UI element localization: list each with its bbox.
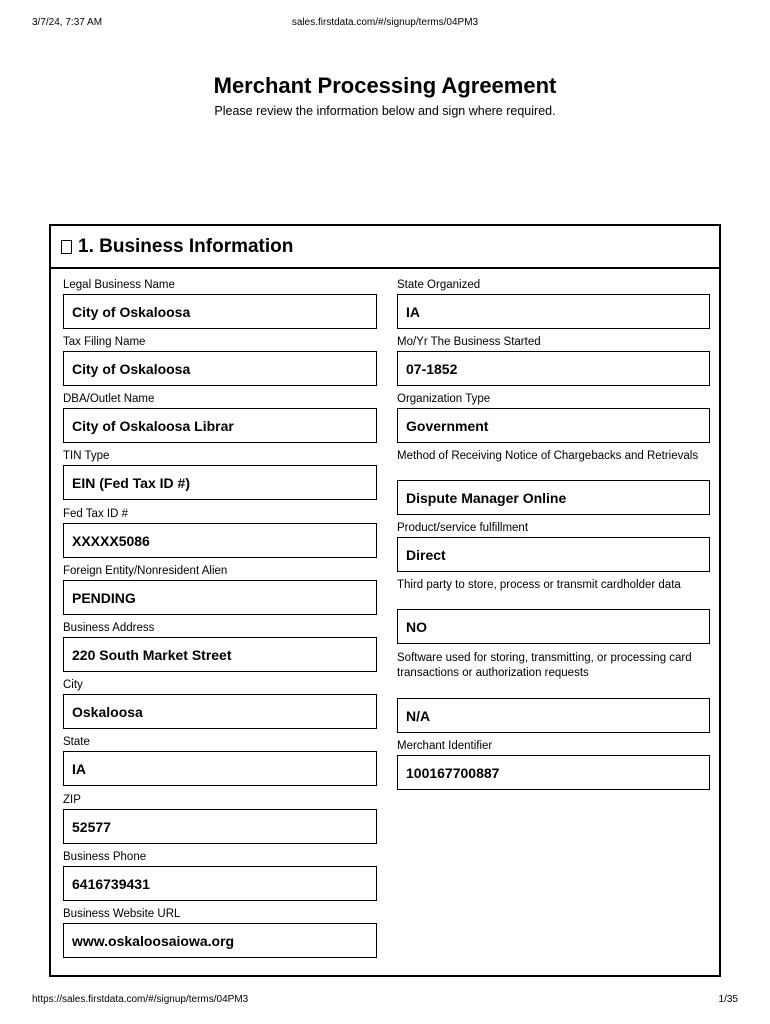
footer-url: https://sales.firstdata.com/#/signup/terms/04PM3 <box>32 994 249 1005</box>
field-foreign-entity <box>63 564 377 616</box>
business-website-value: www.oskaloosaiowa.org <box>63 923 377 958</box>
field-label: State Organized <box>397 279 481 291</box>
field-third-party-cardholder-data <box>397 578 710 645</box>
field-label: Legal Business Name <box>63 279 175 291</box>
page-title: Merchant Processing Agreement <box>213 73 557 98</box>
tin-type-value: EIN (Fed Tax ID #) <box>63 465 377 500</box>
field-label: State <box>63 736 90 748</box>
field-label: Method of Receiving Notice of Chargebacks and Retrievals <box>397 450 699 462</box>
checkbox-icon <box>61 240 72 254</box>
field-chargeback-notice-method <box>397 449 710 516</box>
section-title: 1. Business Information <box>78 235 294 257</box>
business-phone-value: 6416739431 <box>63 866 377 901</box>
field-label: Software used for storing, transmitting, or processing card transactions or authorization requests <box>397 652 692 679</box>
field-state <box>63 735 377 787</box>
field-label: Mo/Yr The Business Started <box>397 336 541 348</box>
field-fed-tax-id <box>63 507 377 559</box>
field-city <box>63 678 377 730</box>
print-url: sales.firstdata.com/#/signup/terms/04PM3 <box>291 17 479 28</box>
field-label: Business Address <box>63 622 155 634</box>
field-label: Business Website URL <box>63 908 181 920</box>
chargeback-notice-method-value: Dispute Manager Online <box>397 480 710 515</box>
field-label: Fed Tax ID # <box>63 508 128 520</box>
section-header <box>51 226 719 269</box>
print-date: 3/7/24, 7:37 AM <box>32 17 103 28</box>
business-address-value: 220 South Market Street <box>63 637 377 672</box>
field-business-address <box>63 621 377 673</box>
field-label: City <box>63 679 83 691</box>
fed-tax-id-value: XXXXX5086 <box>63 523 377 558</box>
business-information-section <box>49 224 721 977</box>
field-label: ZIP <box>63 794 81 806</box>
field-label: Merchant Identifier <box>397 740 493 752</box>
tax-filing-name-value: City of Oskaloosa <box>63 351 377 386</box>
field-tax-filing-name <box>63 335 377 387</box>
city-value: Oskaloosa <box>63 694 377 729</box>
legal-business-name-value: City of Oskaloosa <box>63 294 377 329</box>
field-zip <box>63 793 377 845</box>
field-tin-type <box>63 449 377 501</box>
field-label: Product/service fulfillment <box>397 522 529 534</box>
business-started-value: 07-1852 <box>397 351 710 386</box>
state-value: IA <box>63 751 377 786</box>
third-party-cardholder-data-value: NO <box>397 609 710 644</box>
dba-outlet-name-value: City of Oskaloosa Librar <box>63 408 377 443</box>
field-business-phone <box>63 850 377 902</box>
merchant-identifier-value: 100167700887 <box>397 755 710 790</box>
page-number: 1/35 <box>718 994 738 1005</box>
product-fulfillment-value: Direct <box>397 537 710 572</box>
field-label: Tax Filing Name <box>63 336 146 348</box>
field-legal-business-name <box>63 278 377 330</box>
page-subtitle: Please review the information below and sign where required. <box>214 104 556 118</box>
software-used-value: N/A <box>397 698 710 733</box>
field-label: Foreign Entity/Nonresident Alien <box>63 565 228 577</box>
field-label: Third party to store, process or transmit cardholder data <box>397 579 681 591</box>
field-label: Business Phone <box>63 851 147 863</box>
field-state-organized <box>397 278 710 330</box>
field-label: DBA/Outlet Name <box>63 393 155 405</box>
field-dba-outlet-name <box>63 392 377 444</box>
foreign-entity-value: PENDING <box>63 580 377 615</box>
field-business-website <box>63 907 377 959</box>
field-label: Organization Type <box>397 393 491 405</box>
organization-type-value: Government <box>397 408 710 443</box>
zip-value: 52577 <box>63 809 377 844</box>
state-organized-value: IA <box>397 294 710 329</box>
field-label: TIN Type <box>63 450 110 462</box>
field-software-used <box>397 651 710 733</box>
field-business-started <box>397 335 710 387</box>
field-product-fulfillment <box>397 521 710 573</box>
field-organization-type <box>397 392 710 444</box>
field-merchant-identifier <box>397 739 710 791</box>
